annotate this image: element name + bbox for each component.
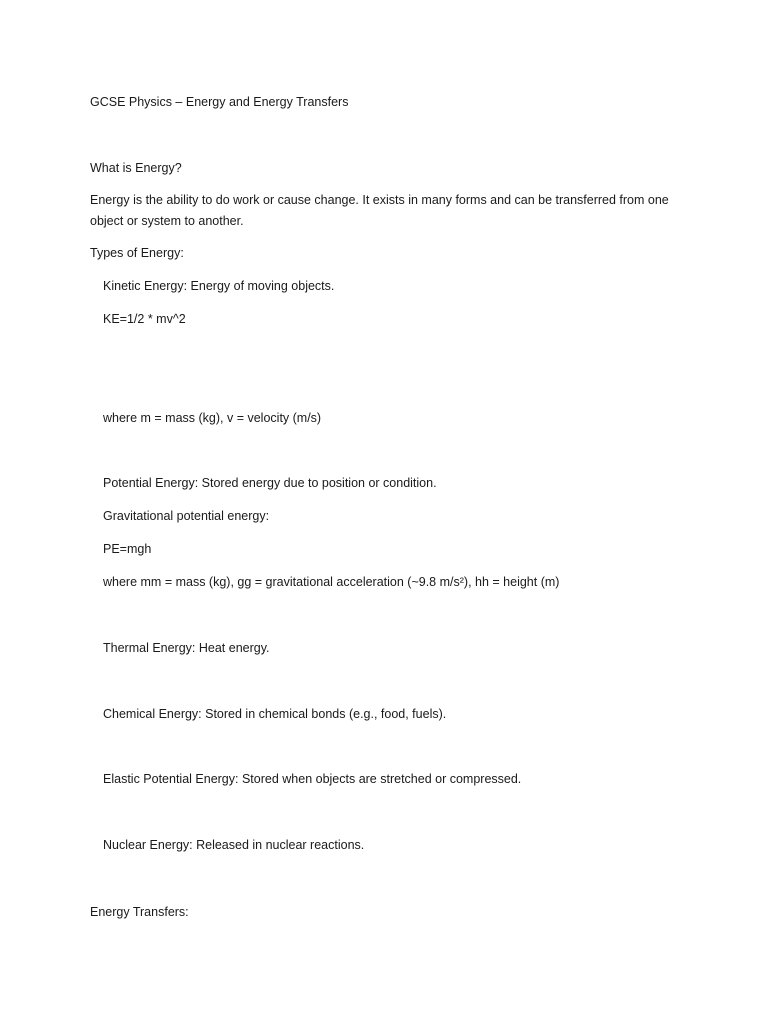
- types-of-energy-heading: Types of Energy:: [90, 246, 184, 260]
- kinetic-energy-label: Kinetic Energy: Energy of moving objects.: [103, 279, 335, 293]
- energy-transfers-heading: Energy Transfers:: [90, 905, 189, 919]
- nuclear-energy-item: Nuclear Energy: Released in nuclear reactions.: [103, 838, 365, 852]
- kinetic-energy-variables: where m = mass (kg), v = velocity (m/s): [103, 411, 322, 425]
- what-is-energy-heading: What is Energy?: [90, 161, 182, 175]
- chemical-energy-item: Chemical Energy: Stored in chemical bonds (e.g., food, fuels).: [103, 707, 447, 721]
- thermal-energy-item: Thermal Energy: Heat energy.: [103, 641, 270, 655]
- gravitational-potential-label: Gravitational potential energy:: [103, 509, 270, 523]
- kinetic-energy-formula: KE=1/2 * mv^2: [103, 312, 186, 326]
- potential-energy-label: Potential Energy: Stored energy due to position or condition.: [103, 476, 437, 490]
- potential-energy-formula: PE=mgh: [103, 542, 152, 556]
- elastic-energy-item: Elastic Potential Energy: Stored when objects are stretched or compressed.: [103, 772, 522, 786]
- potential-energy-variables: where mm = mass (kg), gg = gravitational acceleration (~9.8 m/s²), hh = height (m): [103, 575, 560, 589]
- document-title: GCSE Physics – Energy and Energy Transfers: [90, 95, 349, 109]
- what-is-energy-paragraph: Energy is the ability to do work or cause change. It exists in many forms and can be transferred from one object or system to another.: [90, 193, 669, 228]
